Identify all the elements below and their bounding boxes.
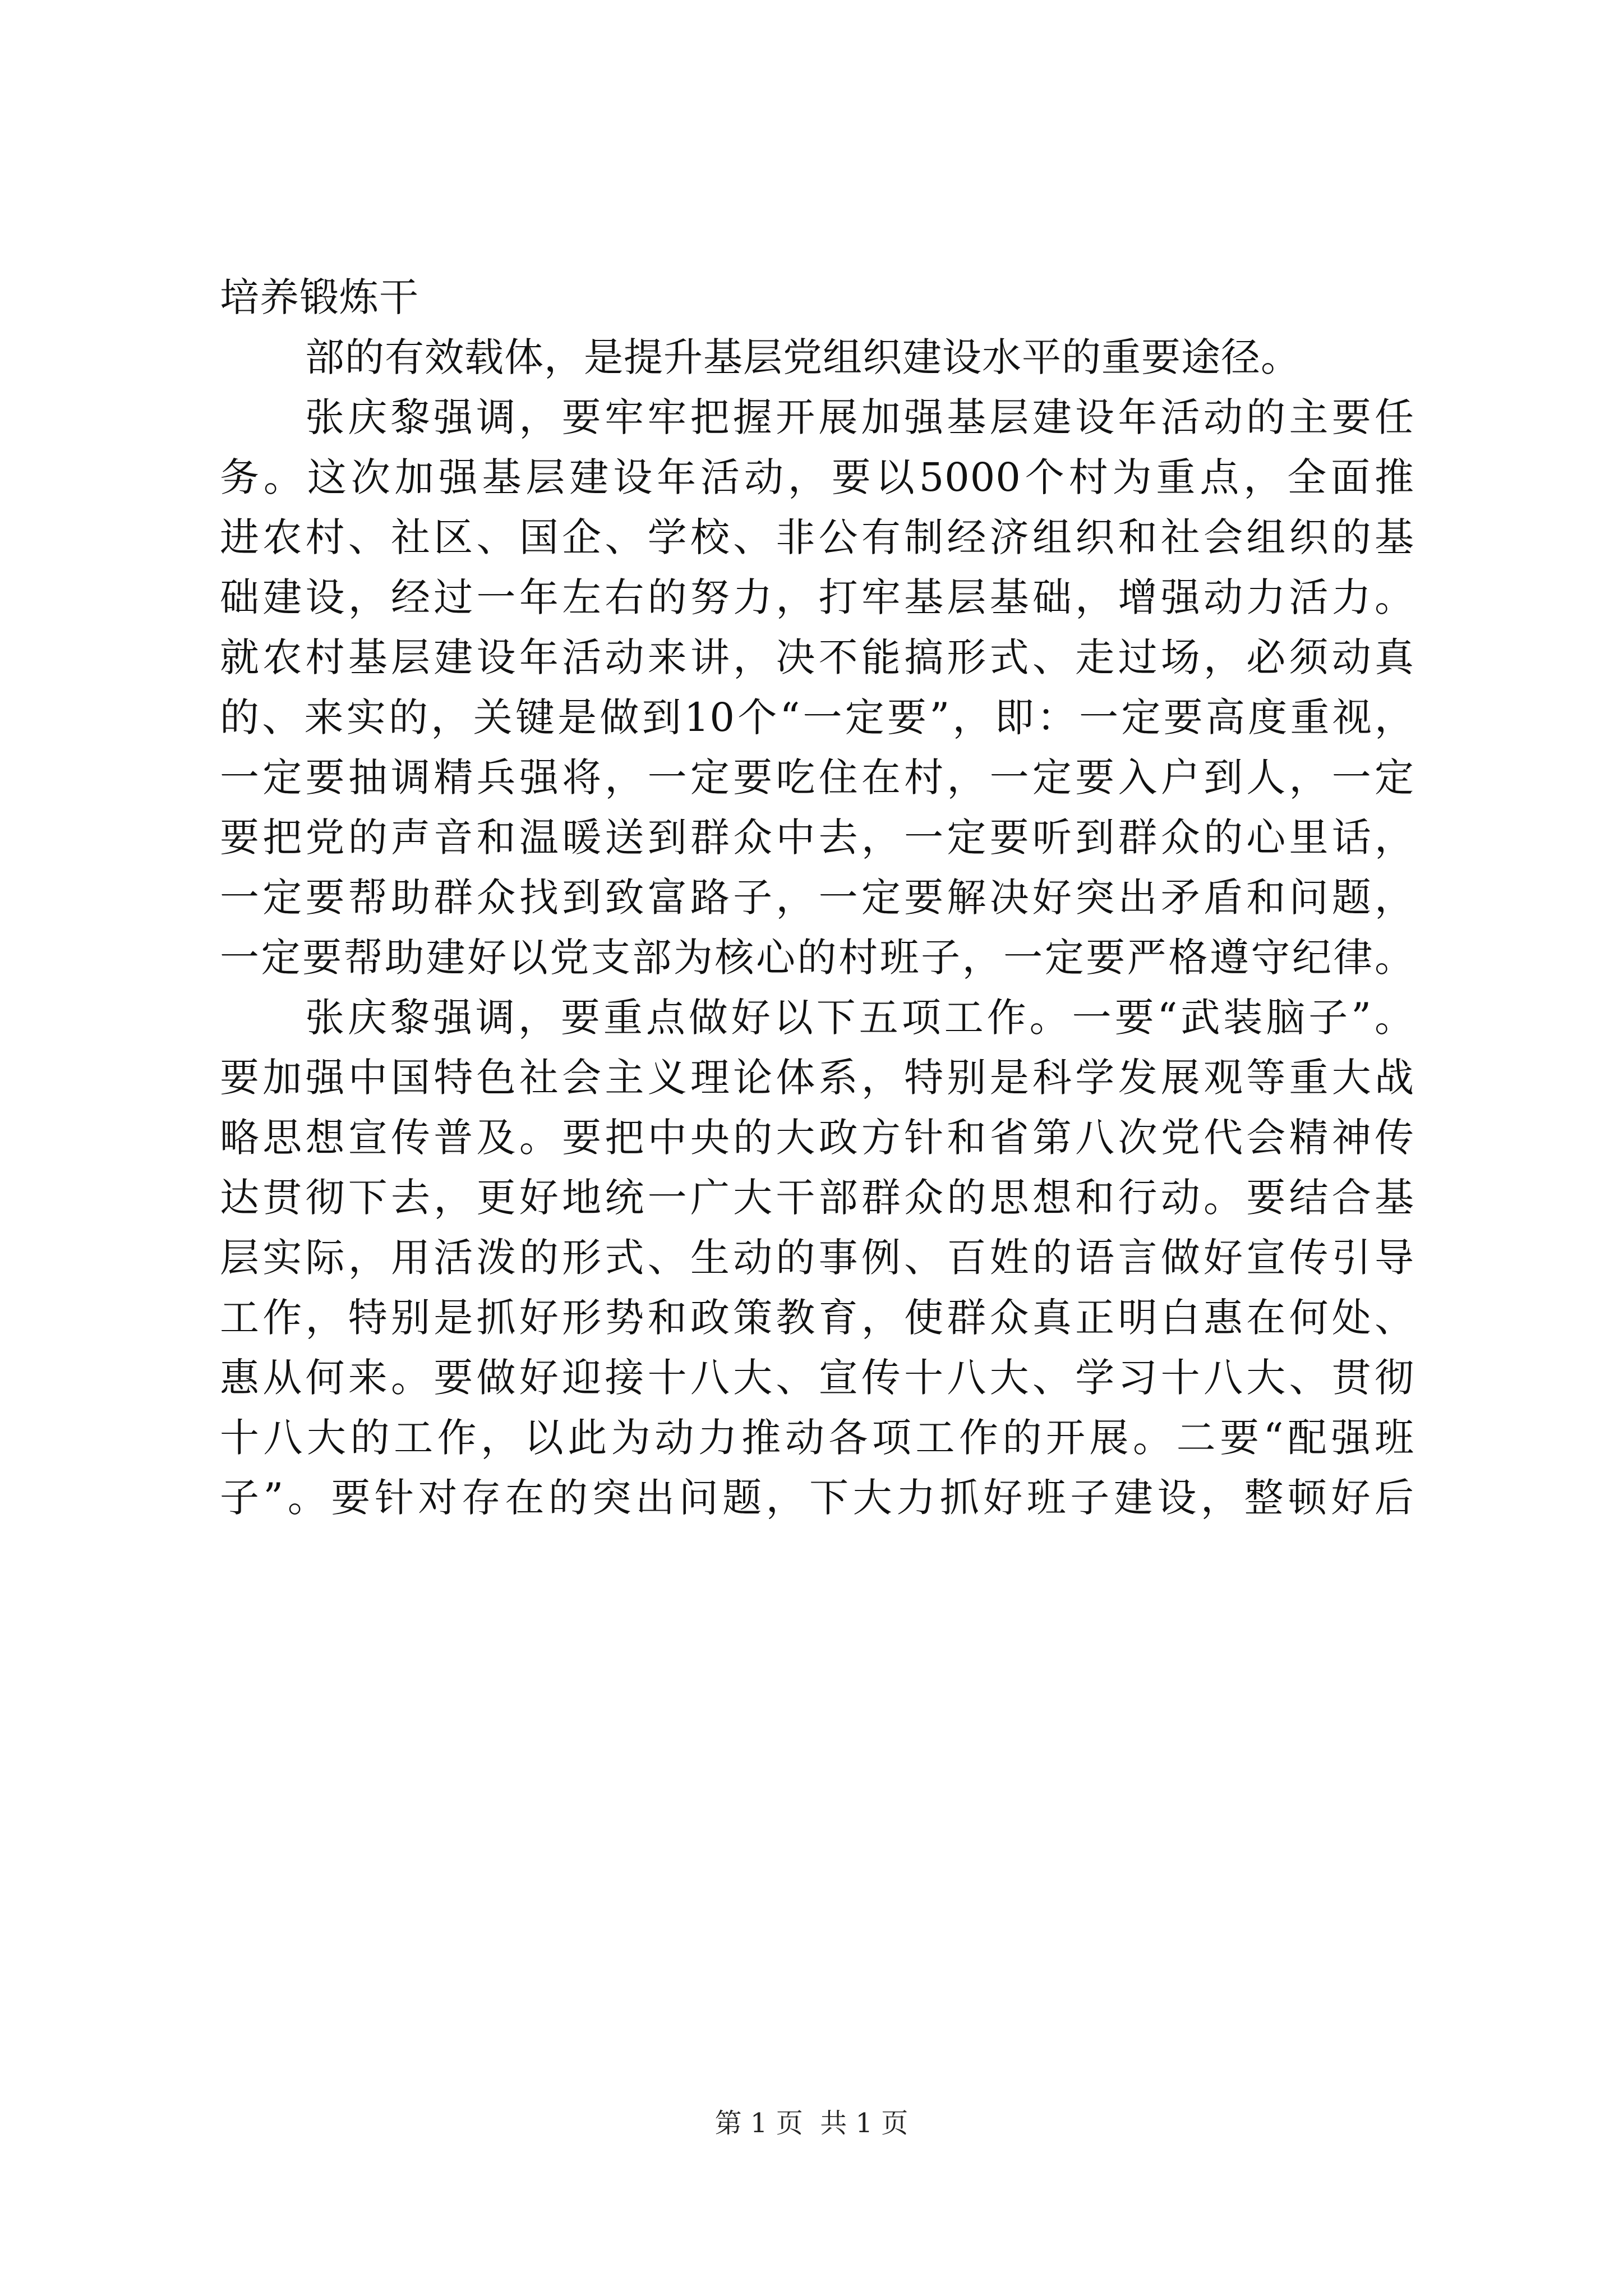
text-line: 一定要帮助群众找到致富路子，一定要解决好突出矛盾和问题， <box>220 875 1414 921</box>
text-line: 的、来实的，关键是做到10个“一定要”，即：一定要高度重视， <box>220 694 1414 740</box>
text-line: 要加强中国特色社会主义理论体系，特别是科学发展观等重大战 <box>220 1055 1414 1101</box>
text-line: 子”。要针对存在的突出问题，下大力抓好班子建设，整顿好后 <box>220 1475 1414 1521</box>
text-line: 就农村基层建设年活动来讲，决不能搞形式、走过场，必须动真 <box>220 634 1414 680</box>
text-line: 务。这次加强基层建设年活动，要以5000个村为重点，全面推 <box>220 454 1414 500</box>
text-line: 进农村、社区、国企、学校、非公有制经济组织和社会组织的基 <box>220 514 1414 560</box>
text-line: 达贯彻下去，更好地统一广大干部群众的思想和行动。要结合基 <box>220 1175 1414 1221</box>
text-line: 一定要帮助建好以党支部为核心的村班子，一定要严格遵守纪律。 <box>220 935 1414 981</box>
text-line: 要把党的声音和温暖送到群众中去，一定要听到群众的心里话， <box>220 815 1414 861</box>
text-line: 层实际，用活泼的形式、生动的事例、百姓的语言做好宣传引导 <box>220 1235 1414 1281</box>
text-line: 础建设，经过一年左右的努力，打牢基层基础，增强动力活力。 <box>220 574 1414 620</box>
text-line: 部的有效载体，是提升基层党组织建设水平的重要途径。 <box>305 334 1301 380</box>
text-line: 惠从何来。要做好迎接十八大、宣传十八大、学习十八大、贯彻 <box>220 1355 1414 1401</box>
text-line: 工作，特别是抓好形势和政策教育，使群众真正明白惠在何处、 <box>220 1295 1414 1341</box>
page-footer: 第 1 页 共 1 页 <box>714 2108 909 2139</box>
document-body <box>220 269 1414 1530</box>
text-line: 张庆黎强调，要牢牢把握开展加强基层建设年活动的主要任 <box>305 394 1414 440</box>
text-line: 十八大的工作，以此为动力推动各项工作的开展。二要“配强班 <box>220 1415 1414 1461</box>
text-line: 培养锻炼干 <box>220 274 419 320</box>
text-line: 张庆黎强调，要重点做好以下五项工作。一要“武装脑子”。 <box>305 995 1414 1041</box>
text-line: 一定要抽调精兵强将，一定要吃住在村，一定要入户到人，一定 <box>220 754 1414 800</box>
text-line: 略思想宣传普及。要把中央的大政方针和省第八次党代会精神传 <box>220 1115 1414 1161</box>
